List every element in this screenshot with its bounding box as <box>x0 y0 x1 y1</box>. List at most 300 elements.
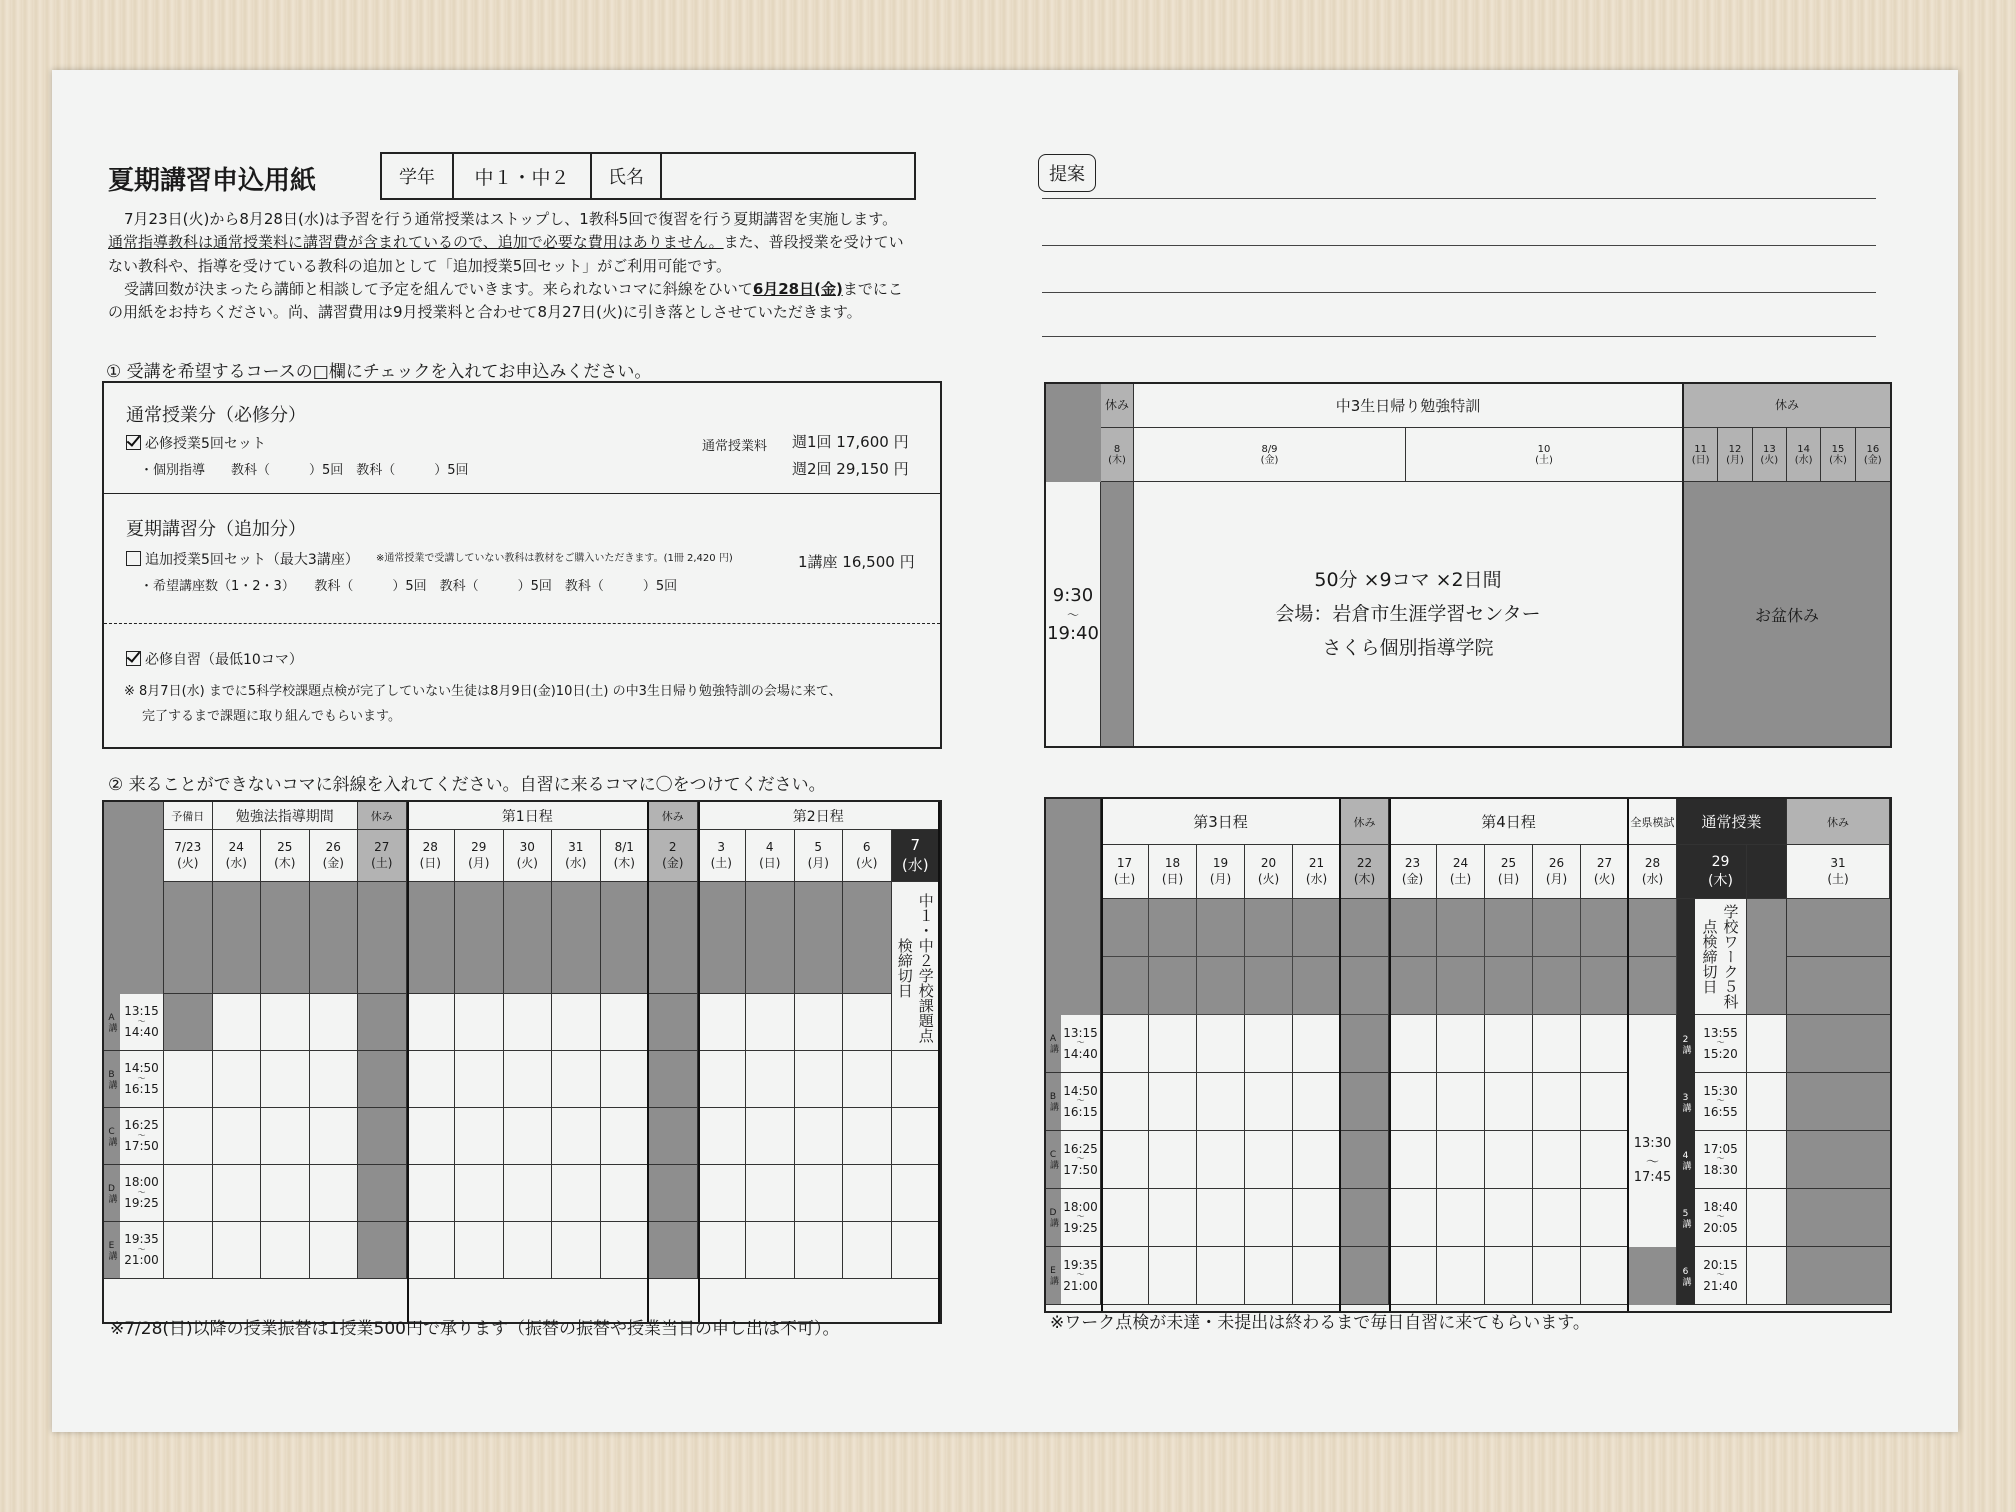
period-kana: 4講 <box>1680 1150 1691 1170</box>
day-header <box>358 830 407 882</box>
section-1-heading: ① 受講を希望するコースの□欄にチェックを入れてお申込みください。 <box>106 362 652 382</box>
blocked-cell <box>1787 957 1890 1015</box>
special-training-sessions: 50分 ×9コマ ×2日間 <box>1314 568 1502 591</box>
schedule-slot[interactable] <box>746 1222 795 1279</box>
schedule-slot[interactable] <box>1245 1073 1293 1131</box>
blocked-cell <box>601 882 650 994</box>
self-study-check-label: 必修自習（最低10コマ） <box>145 652 303 668</box>
weekday: (土) <box>371 856 393 870</box>
period-time <box>1061 1073 1100 1130</box>
time-separator: 〜 <box>1645 1154 1659 1170</box>
period-end: 20:05 <box>1703 1220 1738 1235</box>
schedule-slot <box>358 1051 407 1108</box>
schedule-slot[interactable] <box>698 1165 747 1222</box>
time-separator: 〜 <box>137 1073 146 1083</box>
period-name <box>1046 1189 1061 1246</box>
period-end: 19:25 <box>1063 1220 1098 1235</box>
schedule-slot[interactable] <box>310 994 359 1051</box>
period-name <box>104 1051 120 1107</box>
schedule-slot[interactable] <box>1485 1131 1533 1189</box>
schedule-slot[interactable] <box>1389 1073 1437 1131</box>
schedule-slot[interactable] <box>601 1051 650 1108</box>
proposal-line-4[interactable] <box>1042 336 1876 337</box>
schedule-slot[interactable] <box>552 1165 601 1222</box>
period-time <box>1061 1131 1100 1188</box>
schedule-slot[interactable] <box>843 1108 892 1165</box>
proposal-line-3[interactable] <box>1042 292 1876 293</box>
rest-header-end <box>1787 799 1890 845</box>
day-number: 8/1 <box>614 840 634 854</box>
schedule-slot[interactable] <box>795 1165 844 1222</box>
blocked-cell <box>843 882 892 994</box>
blocked-cell <box>698 882 747 994</box>
schedule-slot[interactable] <box>504 994 553 1051</box>
weekday: (日) <box>419 856 441 870</box>
proposal-line-2[interactable] <box>1042 245 1876 246</box>
special-time-range <box>1046 482 1101 746</box>
dark-cell <box>1677 845 1695 899</box>
right-footnote: ※ワーク点検が未達・未提出は終わるまで毎日自習に来てもらいます。 <box>1050 1313 1590 1333</box>
summer-course-option[interactable] <box>126 549 359 569</box>
period-end: 16:55 <box>1703 1104 1738 1119</box>
schedule-slot[interactable] <box>1245 1015 1293 1073</box>
schedule-slot[interactable] <box>1101 1131 1149 1189</box>
period-name <box>104 994 120 1050</box>
blocked-cell <box>1629 1247 1677 1305</box>
day-header <box>504 830 553 882</box>
rest-day-header <box>1821 428 1855 482</box>
schedule-slot[interactable] <box>1485 1015 1533 1073</box>
weekday: (金) <box>1260 454 1279 466</box>
schedule-slot[interactable] <box>601 1108 650 1165</box>
self-study-option[interactable] <box>126 649 303 669</box>
schedule-slot[interactable] <box>261 1222 310 1279</box>
day-header <box>407 830 456 882</box>
schedule-slot[interactable] <box>552 1108 601 1165</box>
schedule-slot[interactable] <box>843 1165 892 1222</box>
regular-course-option[interactable] <box>126 433 266 453</box>
schedule-slot[interactable] <box>1245 1131 1293 1189</box>
day-8-header <box>1101 428 1134 482</box>
day-header <box>649 830 698 882</box>
period-start: 18:40 <box>1703 1199 1738 1214</box>
schedule-slot[interactable] <box>504 1108 553 1165</box>
schedule-slot[interactable] <box>1101 1189 1149 1247</box>
schedule-slot[interactable] <box>1197 1073 1245 1131</box>
summer-course-note: ※通常授業で受講していない教科は教材をご購入いただきます。(1冊 2,420 円) <box>376 553 733 564</box>
schedule-slot[interactable] <box>1747 1073 1787 1131</box>
schedule-slot[interactable] <box>1437 1247 1485 1305</box>
period-name-regular <box>1677 1247 1695 1305</box>
day-number: 15 <box>1831 443 1845 455</box>
schedule-slot[interactable] <box>213 1051 262 1108</box>
schedule-slot[interactable] <box>164 1165 213 1222</box>
schedule-slot[interactable] <box>698 1222 747 1279</box>
day-number: 24 <box>228 840 244 854</box>
period-end: 16:15 <box>124 1082 159 1097</box>
schedule-slot[interactable] <box>407 1108 456 1165</box>
schedule-slot[interactable] <box>552 1222 601 1279</box>
schedule-slot[interactable] <box>261 1051 310 1108</box>
schedule-slot[interactable] <box>1437 1189 1485 1247</box>
period-label <box>104 1222 164 1279</box>
blocked-cell <box>649 882 698 994</box>
weekday: (火) <box>1593 872 1616 886</box>
schedule-slot[interactable] <box>1197 1131 1245 1189</box>
section-2-heading: ② 来ることができないコマに斜線を入れてください。自習に来るコマに〇をつけてください。 <box>108 775 826 795</box>
period-time <box>1061 1015 1100 1072</box>
schedule-slot[interactable] <box>1533 1131 1581 1189</box>
schedule-slot[interactable] <box>892 1051 941 1108</box>
schedule-slot[interactable] <box>843 994 892 1051</box>
schedule-slot[interactable] <box>407 1051 456 1108</box>
schedule-slot[interactable] <box>1389 1015 1437 1073</box>
weekday: (水) <box>565 856 587 870</box>
schedule-group-header <box>407 802 650 830</box>
schedule-slot <box>1341 1015 1389 1073</box>
schedule-slot[interactable] <box>455 1165 504 1222</box>
schedule-slot[interactable] <box>1485 1247 1533 1305</box>
rest-header-end-label: 休み <box>1827 815 1849 829</box>
day-header <box>843 830 892 882</box>
schedule-slot[interactable] <box>795 994 844 1051</box>
day-number: 12 <box>1728 443 1742 455</box>
day-number: 4 <box>765 840 774 854</box>
period-time <box>120 1222 163 1278</box>
day-number: 29 <box>1711 853 1730 870</box>
schedule-slot[interactable] <box>407 1222 456 1279</box>
schedule-slot <box>1341 1189 1389 1247</box>
schedule-slot[interactable] <box>1485 1189 1533 1247</box>
schedule-slot[interactable] <box>1581 1073 1629 1131</box>
schedule-slot[interactable] <box>892 1222 941 1279</box>
schedule-slot[interactable] <box>1581 1131 1629 1189</box>
schedule-slot[interactable] <box>261 1108 310 1165</box>
day-number: 23 <box>1404 856 1421 870</box>
day-header <box>1629 845 1677 899</box>
period-end: 19:25 <box>124 1196 159 1211</box>
dark-cell <box>1747 845 1787 899</box>
schedule-slot[interactable] <box>213 1222 262 1279</box>
course-selection-box <box>102 381 942 749</box>
schedule-slot <box>358 1165 407 1222</box>
schedule-slot[interactable] <box>1197 1015 1245 1073</box>
schedule-slot[interactable] <box>1149 1247 1197 1305</box>
schedule-slot[interactable] <box>407 994 456 1051</box>
regular-fee-weekly-2: 週2回 29,150 円 <box>792 460 909 478</box>
period-start: 14:50 <box>1063 1083 1098 1098</box>
schedule-slot[interactable] <box>310 1222 359 1279</box>
regular-class-header <box>1677 799 1787 845</box>
weekday: (月) <box>1726 454 1744 466</box>
weekday: (木) <box>613 856 635 870</box>
schedule-slot[interactable] <box>892 1108 941 1165</box>
schedule-slot[interactable] <box>213 1108 262 1165</box>
period-name <box>1046 1247 1061 1304</box>
schedule-slot[interactable] <box>1437 1131 1485 1189</box>
checkbox-checked-icon[interactable] <box>126 651 141 666</box>
day-number: 26 <box>325 840 341 854</box>
day-number: 31 <box>1830 856 1846 870</box>
schedule-slot[interactable] <box>1245 1247 1293 1305</box>
period-label <box>1046 1131 1101 1189</box>
schedule-slot[interactable] <box>1101 1247 1149 1305</box>
schedule-slot[interactable] <box>1389 1189 1437 1247</box>
schedule-slot <box>649 1165 698 1222</box>
period-start: 13:55 <box>1703 1025 1738 1040</box>
period-time <box>120 1051 163 1107</box>
period-name <box>104 1165 120 1221</box>
weekday: (月) <box>468 856 490 870</box>
schedule-slot[interactable] <box>746 994 795 1051</box>
day-number: 25 <box>1500 856 1517 870</box>
time-from: 9:30 <box>1052 584 1094 606</box>
period-time <box>120 1108 163 1164</box>
summer-course-title: 夏期講習分（追加分） <box>126 519 306 540</box>
schedule-slot[interactable] <box>1149 1073 1197 1131</box>
day-header <box>1341 845 1389 899</box>
schedule-slot[interactable] <box>746 1165 795 1222</box>
period-end: 15:20 <box>1703 1046 1738 1061</box>
period-label <box>104 1165 164 1222</box>
rest-label-left: 休み <box>1101 384 1134 428</box>
schedule-slot[interactable] <box>213 994 262 1051</box>
schedule-slot[interactable] <box>1581 1247 1629 1305</box>
schedule-slot[interactable] <box>1101 1073 1149 1131</box>
blocked-cell <box>1101 957 1149 1015</box>
schedule-slot[interactable] <box>843 1051 892 1108</box>
schedule-slot[interactable] <box>310 1108 359 1165</box>
intro-line-4c: までにこ <box>842 279 903 298</box>
weekday: (火) <box>1257 872 1280 886</box>
schedule-slot[interactable] <box>1533 1015 1581 1073</box>
time-separator: 〜 <box>137 1187 146 1197</box>
group-label: 休み <box>661 809 684 823</box>
blocked-cell <box>1389 899 1437 957</box>
schedule-slot[interactable] <box>795 1108 844 1165</box>
schedule-slot <box>1341 1247 1389 1305</box>
weekday: (水) <box>1794 454 1813 466</box>
schedule-slot[interactable] <box>601 1165 650 1222</box>
time-separator: 〜 <box>1076 1154 1085 1164</box>
schedule-slot[interactable] <box>1581 1015 1629 1073</box>
time-separator: 〜 <box>1076 1038 1085 1048</box>
schedule-slot[interactable] <box>552 994 601 1051</box>
schedule-slot[interactable] <box>601 1222 650 1279</box>
day-header <box>455 830 504 882</box>
self-study-note-2: 完了するまで課題に取り組んでもらいます。 <box>142 709 401 724</box>
schedule-slot[interactable] <box>1149 1015 1197 1073</box>
weekday: (水) <box>1641 872 1664 886</box>
schedule-slot[interactable] <box>698 1051 747 1108</box>
period-name-regular <box>1677 1073 1695 1131</box>
period-time <box>120 1165 163 1221</box>
blocked-cell <box>1485 899 1533 957</box>
day-header <box>261 830 310 882</box>
schedule-slot[interactable] <box>1197 1247 1245 1305</box>
schedule-slot[interactable] <box>1581 1189 1629 1247</box>
schedule-slot[interactable] <box>1293 1015 1341 1073</box>
rest-slot <box>1787 1189 1890 1247</box>
schedule-slot[interactable] <box>261 1165 310 1222</box>
period-name-regular <box>1677 1189 1695 1247</box>
checkbox-empty-icon[interactable] <box>126 551 141 566</box>
schedule-slot[interactable] <box>1437 1073 1485 1131</box>
blocked-cell <box>1533 899 1581 957</box>
schedule-slot[interactable] <box>1533 1189 1581 1247</box>
schedule-slot[interactable] <box>1533 1247 1581 1305</box>
intro-line-4a: 受講回数が決まったら講師と相談して予定を組んでいきます。来られないコマに斜線をひいて <box>124 279 753 298</box>
schedule-slot[interactable] <box>746 1108 795 1165</box>
schedule-slot[interactable] <box>1197 1189 1245 1247</box>
schedule-slot[interactable] <box>1389 1131 1437 1189</box>
day-header <box>1245 845 1293 899</box>
weekday: (日) <box>1161 872 1184 886</box>
day-number: 7 <box>910 836 921 854</box>
checkbox-checked-icon[interactable] <box>126 435 141 450</box>
schedule-slot[interactable] <box>504 1051 553 1108</box>
weekday: (日) <box>1691 454 1710 466</box>
weekday: (木) <box>1829 454 1847 466</box>
day-10-header <box>1406 428 1684 482</box>
schedule-slot[interactable] <box>1747 1131 1787 1189</box>
schedule-slot[interactable] <box>261 994 310 1051</box>
schedule-slot[interactable] <box>1293 1131 1341 1189</box>
schedule-slot[interactable] <box>1149 1189 1197 1247</box>
schedule-slot[interactable] <box>504 1222 553 1279</box>
schedule-slot[interactable] <box>455 1051 504 1108</box>
schedule-slot[interactable] <box>1149 1131 1197 1189</box>
weekday: (金) <box>1863 454 1882 466</box>
schedule-slot[interactable] <box>1389 1247 1437 1305</box>
intro-line-3: ない教科や、指導を受けている教科の追加として「追加授業5回セット」がご利用可能です。 <box>108 256 732 275</box>
regular-course-detail: ・個別指導 教科（ ）5回 教科（ ）5回 <box>140 463 469 478</box>
rest-header <box>1341 799 1389 845</box>
schedule-slot[interactable] <box>698 1108 747 1165</box>
schedule-slot[interactable] <box>1437 1015 1485 1073</box>
page-title: 夏期講習申込用紙 <box>108 166 317 196</box>
schedule-slot[interactable] <box>1485 1073 1533 1131</box>
day-number: 11 <box>1694 443 1708 455</box>
time-separator: 〜 <box>1716 1270 1725 1280</box>
weekday: (金) <box>1401 872 1424 886</box>
period-end: 21:00 <box>1063 1278 1098 1293</box>
schedule-slot[interactable] <box>455 1108 504 1165</box>
special-training-venue: 会場：岩倉市生涯学習センター <box>1275 602 1541 625</box>
proposal-line-1[interactable] <box>1042 198 1876 199</box>
day-header <box>1389 845 1437 899</box>
schedule-slot[interactable] <box>504 1165 553 1222</box>
period-start: 13:15 <box>1063 1025 1098 1040</box>
schedule-slot[interactable] <box>795 1051 844 1108</box>
period-kana: D講 <box>1048 1208 1058 1227</box>
rest-day-header <box>1718 428 1752 482</box>
day-header <box>164 830 213 882</box>
name-field[interactable] <box>662 154 914 198</box>
weekday: (月) <box>1209 872 1232 886</box>
rest-header-label: 休み <box>1353 815 1376 829</box>
self-study-note-1: ※ 8月7日(水) までに5科学校課題点検が完了していない生徒は8月9日(金)10日(土) の中3生日帰り勉強特訓の会場に来て、 <box>124 684 842 699</box>
schedule-slot[interactable] <box>698 994 747 1051</box>
schedule-slot[interactable] <box>164 1051 213 1108</box>
time-separator: 〜 <box>137 1130 146 1140</box>
weekday: (月) <box>807 856 829 870</box>
schedule-slot[interactable] <box>1747 1247 1787 1305</box>
day-number: 29 <box>471 840 487 854</box>
schedule-slot[interactable] <box>892 1165 941 1222</box>
day-9-header <box>1134 428 1406 482</box>
schedule-slot[interactable] <box>795 1222 844 1279</box>
schedule-slot[interactable] <box>164 1108 213 1165</box>
schedule-slot[interactable] <box>1245 1189 1293 1247</box>
regular-class-header-label: 通常授業 <box>1701 813 1762 831</box>
blocked-cell <box>1293 899 1341 957</box>
time-to: 19:40 <box>1047 622 1099 644</box>
time-column-header <box>104 802 164 994</box>
blocked-cell <box>1437 899 1485 957</box>
day-header <box>795 830 844 882</box>
day-number: 30 <box>519 840 535 854</box>
day-8-blocked-cell <box>1101 482 1134 746</box>
schedule-slot <box>1341 1073 1389 1131</box>
schedule-slot[interactable] <box>1293 1189 1341 1247</box>
blocked-cell <box>1581 899 1629 957</box>
day-number: 16 <box>1866 443 1880 455</box>
day-number: 5 <box>814 840 823 854</box>
schedule-slot[interactable] <box>843 1222 892 1279</box>
time-separator: 〜 <box>1076 1270 1085 1280</box>
blocked-cell <box>1437 957 1485 1015</box>
day-number: 27 <box>374 840 390 854</box>
period-start: 20:15 <box>1703 1257 1738 1272</box>
group-3-header <box>1101 799 1341 845</box>
schedule-slot[interactable] <box>746 1051 795 1108</box>
day-number: 13 <box>1762 443 1776 455</box>
day-number: 24 <box>1452 856 1469 870</box>
day-number: 28 <box>422 840 438 854</box>
day-number: 14 <box>1797 443 1811 455</box>
schedule-slot[interactable] <box>310 1165 359 1222</box>
weekday: (水) <box>1305 872 1328 886</box>
schedule-slot[interactable] <box>455 994 504 1051</box>
blocked-cell <box>1149 957 1197 1015</box>
schedule-slot[interactable] <box>1747 1189 1787 1247</box>
schedule-slot[interactable] <box>164 1222 213 1279</box>
time-separator: 〜 <box>1066 607 1079 622</box>
schedule-slot[interactable] <box>310 1051 359 1108</box>
schedule-slot[interactable] <box>213 1165 262 1222</box>
period-label <box>1046 1015 1101 1073</box>
period-end: 21:40 <box>1703 1278 1738 1293</box>
schedule-slot[interactable] <box>1293 1247 1341 1305</box>
schedule-slot[interactable] <box>407 1165 456 1222</box>
schedule-slot[interactable] <box>552 1051 601 1108</box>
schedule-slot[interactable] <box>455 1222 504 1279</box>
day-number: 31 <box>568 840 584 854</box>
schedule-slot[interactable] <box>601 994 650 1051</box>
group-3-header-label: 第3日程 <box>1193 813 1248 831</box>
schedule-slot[interactable] <box>1293 1073 1341 1131</box>
schedule-slot[interactable] <box>1101 1015 1149 1073</box>
period-kana: D講 <box>106 1183 117 1203</box>
schedule-slot[interactable] <box>1747 1015 1787 1073</box>
schedule-group-header <box>649 802 698 830</box>
day-header <box>310 830 359 882</box>
blocked-cell <box>1293 957 1341 1015</box>
schedule-slot[interactable] <box>1533 1073 1581 1131</box>
student-info-table <box>380 152 916 200</box>
period-label <box>104 1108 164 1165</box>
